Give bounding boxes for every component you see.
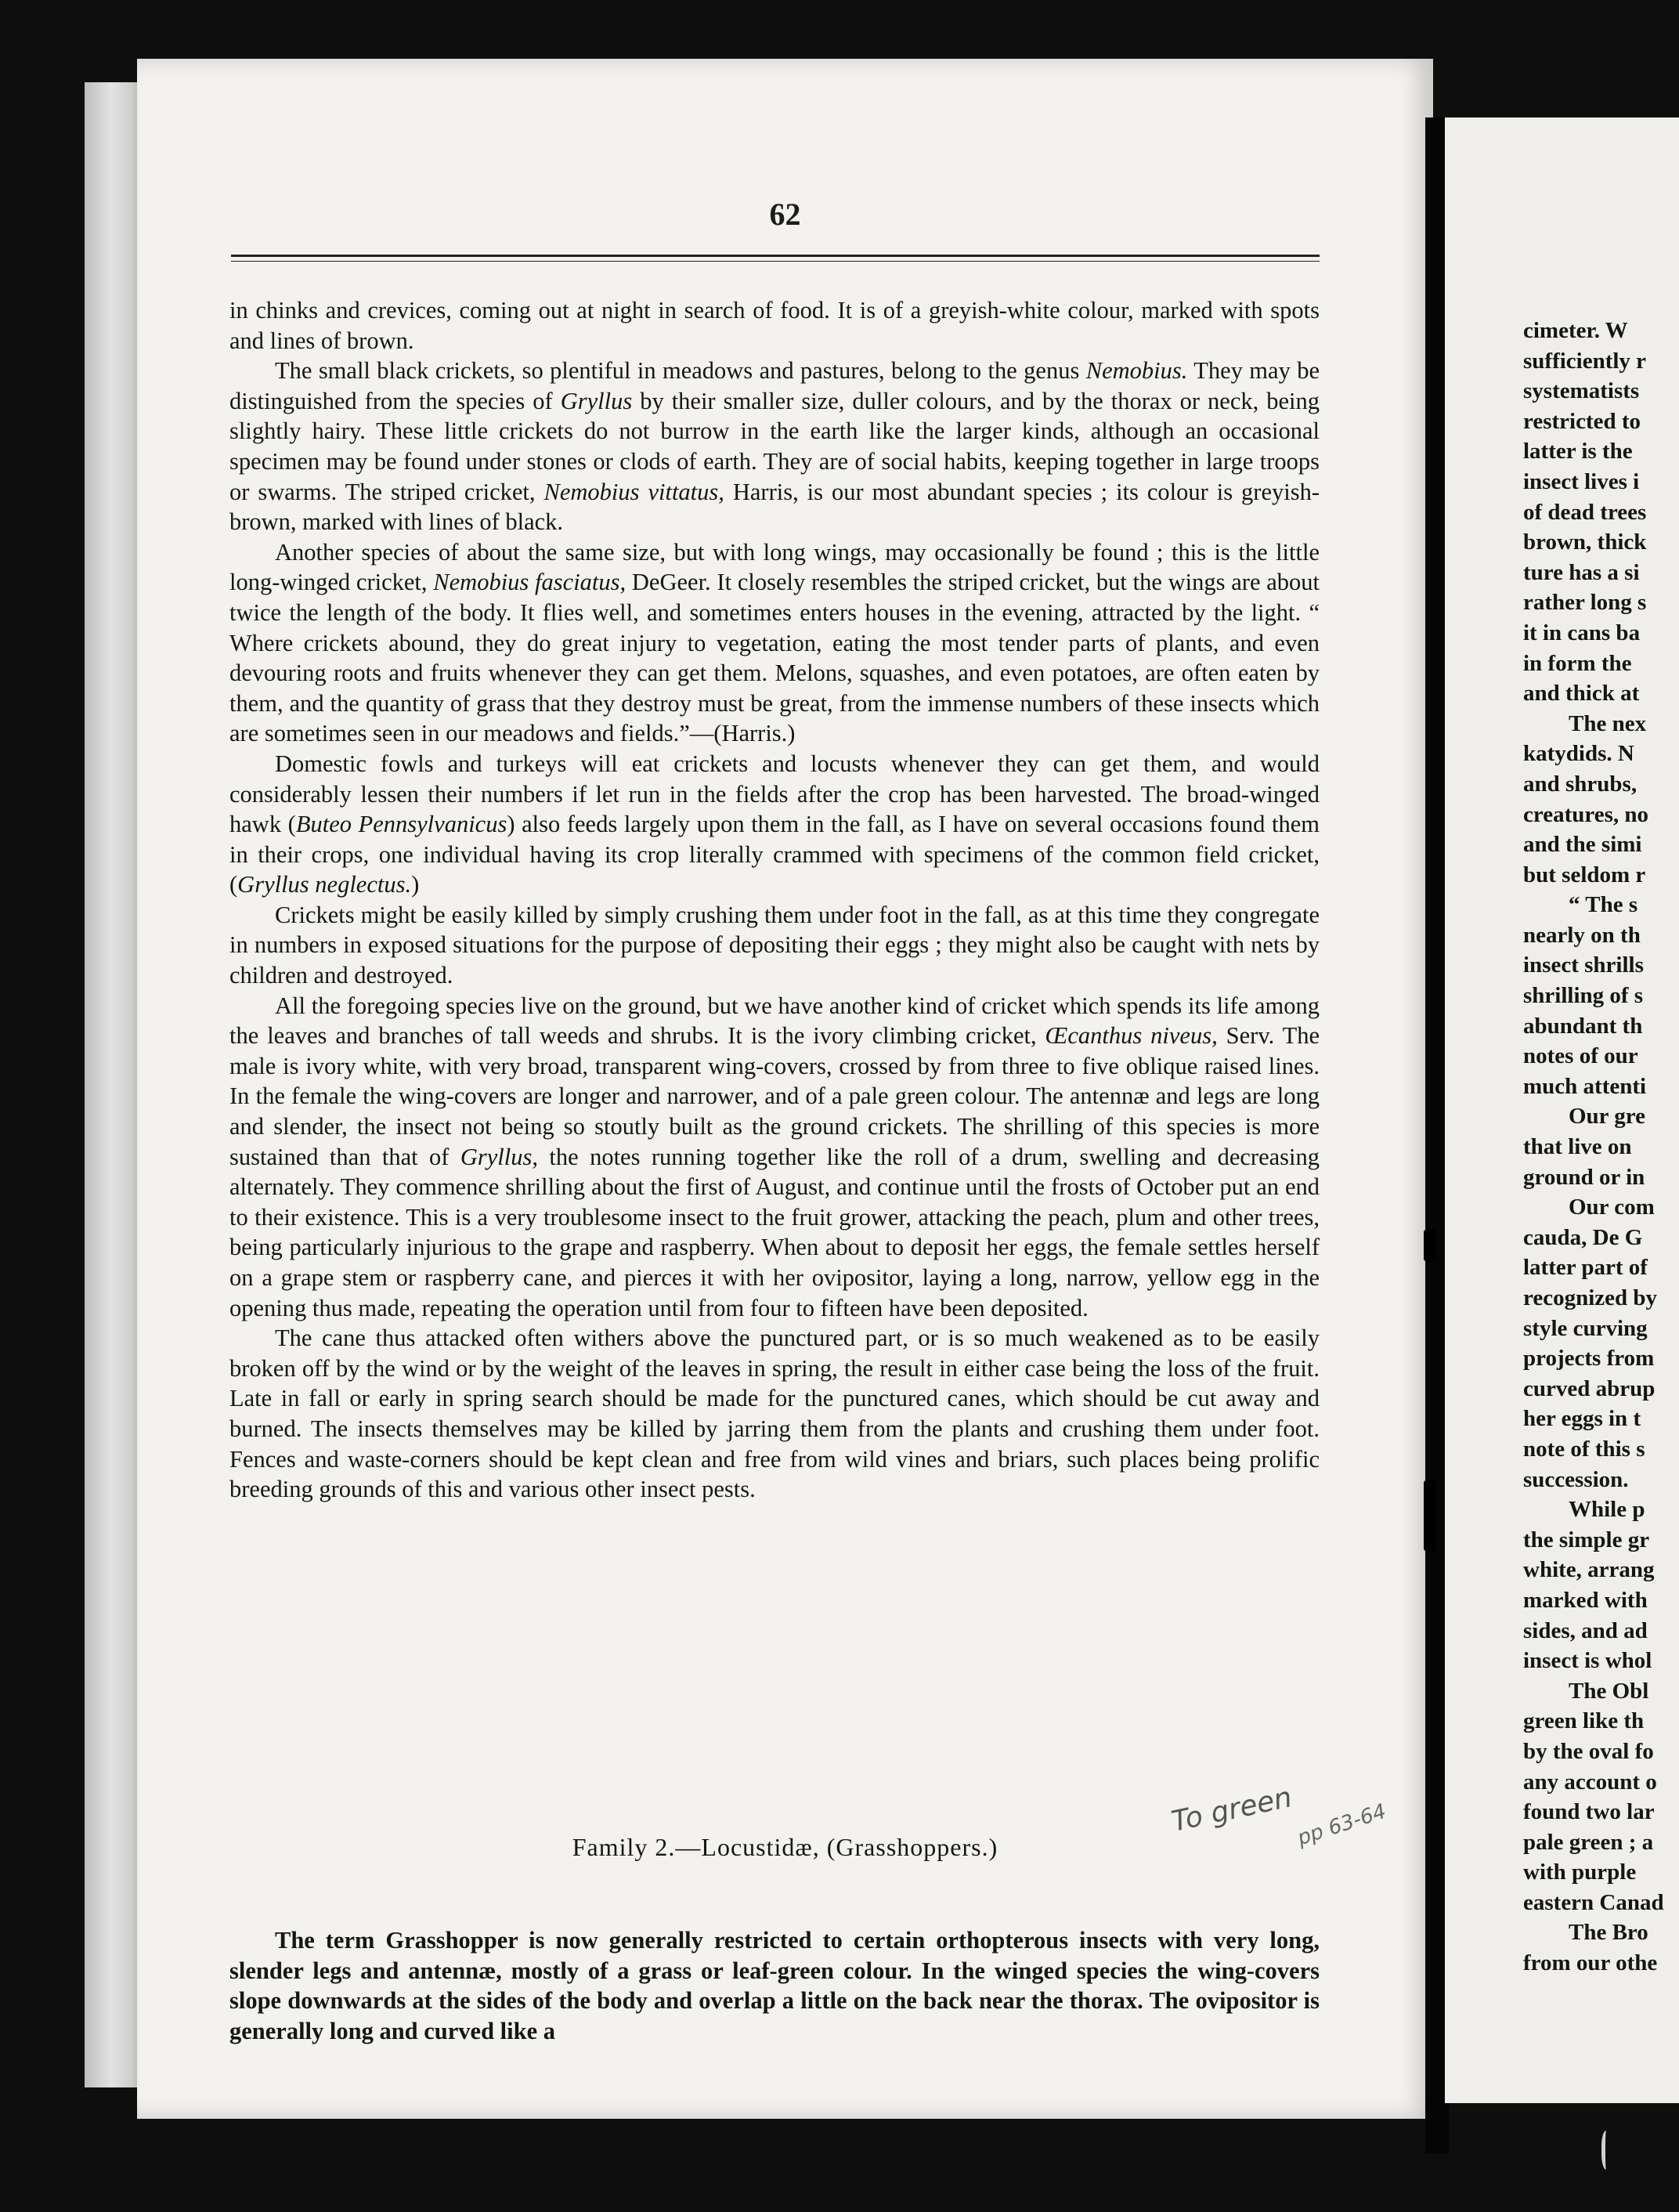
- header-rule-thin: [231, 261, 1320, 262]
- right-page-line: systematists: [1523, 378, 1640, 404]
- page-body-text: [229, 295, 1320, 1505]
- right-page-line: projects from: [1523, 1346, 1655, 1372]
- right-page-line: creatures, no: [1523, 801, 1649, 827]
- right-page-line: and the simi: [1523, 832, 1642, 858]
- hawk-species-name: Buteo Pennsylvanicus: [295, 811, 507, 838]
- spine-mark: [1424, 1230, 1436, 1261]
- right-page-line: pale green ; a: [1523, 1829, 1654, 1855]
- section-body-text: [229, 1925, 1320, 2046]
- right-page-line: notes of our: [1523, 1043, 1638, 1069]
- paragraph-6: All the foregoing species live on the ground, but we have another kind of cricket which spends its life among the leaves and branches of tall weeds and shrubs. It is the ivory climbing cricket, Œcanthus niveus, Serv. The male is ivory white, with very broad, transparent wing-covers, crossed by from three to five oblique raised lines. In the female the wing-covers are longer and narrower, and of a pale green colour. The antennæ and legs are long and slender, the insect not being so stoutly built as the ground crickets. The shrilling of this species is more sustained than that of Gryllus, the notes running together like the roll of a drum, swelling and decreasing alternately. They commence shrilling about the first of August, and continue until the frosts of October put an end to their existence. This is a very troublesome insect to the fruit grower, attacking the peach, plum and other trees, being particularly injurious to the grape and raspberry. When about to deposit her eggs, the female settles herself on a grape stem or raspberry cane, and pierces it with her ovipositor, laying a long, narrow, yellow egg in the opening thus made, repeating the operation until from four to fifteen have been deposited.: [229, 992, 1320, 1321]
- paragraph-7: The cane thus attacked often withers above the punctured part, or is so much weakened as to be easily broken off by the wind or by the weight of the leaves in spring, the result in either case being the loss of the fruit. Late in fall or early in spring search should be made for the punctured canes, which should be cut away and burned. The insects themselves may be killed by jarring them from the plants and crushing them under foot. Fences and waste-corners should be kept clean and free from wild vines and briars, such places being prolific breeding grounds of this and various other insect pests.: [229, 1325, 1320, 1503]
- handwritten-page-reference: pp 63-64: [1294, 1799, 1389, 1851]
- right-page-line: shrilling of s: [1523, 983, 1644, 1009]
- right-page-line: much attenti: [1523, 1073, 1647, 1099]
- right-page-line: Our com: [1569, 1195, 1655, 1220]
- page-number: 62: [769, 197, 801, 232]
- genus-gryllus: Gryllus,: [460, 1143, 538, 1170]
- paragraph-5: Crickets might be easily killed by simply crushing them under foot in the fall, as at this time they congregate in numbers in exposed situations for the purpose of depositing their eggs ; they might also be caught with nets by children and destroyed.: [229, 901, 1320, 989]
- right-page-line: white, arrang: [1523, 1557, 1655, 1583]
- right-page-line: found two lar: [1523, 1799, 1655, 1825]
- right-page-line: her eggs in t: [1523, 1406, 1641, 1432]
- paragraph-1: in chinks and crevices, coming out at night in search of food. It is of a greyish-white colour, marked with spots and lines of brown.: [229, 297, 1320, 354]
- right-page-line: latter is the: [1523, 439, 1633, 464]
- species-name: Nemobius vittatus,: [543, 478, 724, 505]
- right-page-line: ture has a si: [1523, 559, 1640, 585]
- right-page-line: note of this s: [1523, 1436, 1645, 1462]
- right-page-line: restricted to: [1523, 408, 1641, 434]
- scan-artifact: [1601, 2131, 1613, 2170]
- right-page-line: in form the: [1523, 650, 1632, 676]
- header-rule: [231, 255, 1320, 257]
- right-page-line: “ The s: [1569, 892, 1638, 918]
- right-page-line: While p: [1569, 1497, 1645, 1523]
- paragraph-4: Domestic fowls and turkeys will eat crickets and locusts whenever they can get them, and would considerably lessen their numbers if let run in the fields after the crop has been harvested. The broad-winged hawk (Buteo Pennsylvanicus) also feeds largely upon them in the fall, as I have on several occasions found them in their crops, one individual having its crop literally crammed with specimens of the common field cricket, (Gryllus neglectus.): [229, 750, 1320, 898]
- right-page-line: abundant th: [1523, 1013, 1643, 1039]
- right-page-line: insect lives i: [1523, 468, 1640, 494]
- right-page-line: any account o: [1523, 1769, 1657, 1795]
- right-page-line: but seldom r: [1523, 862, 1646, 887]
- right-page-line: insect is whol: [1523, 1648, 1652, 1674]
- right-page-line: The nex: [1569, 710, 1647, 736]
- left-page: [137, 59, 1433, 2119]
- right-page-line: style curving: [1523, 1315, 1648, 1341]
- right-page-line: Our gre: [1569, 1104, 1646, 1129]
- right-page-line: cimeter. W: [1523, 318, 1628, 343]
- right-page-line: that live on: [1523, 1134, 1632, 1160]
- right-page-line: rather long s: [1523, 590, 1647, 616]
- right-page-fragment: [1445, 117, 1679, 2103]
- right-page-line: succession.: [1523, 1466, 1629, 1492]
- right-page-line: sufficiently r: [1523, 348, 1647, 374]
- species-name: Œcanthus niveus,: [1045, 1022, 1218, 1050]
- right-page-text-column: [1523, 316, 1679, 1979]
- right-page-line: from our othe: [1523, 1950, 1658, 1976]
- right-page-line: marked with: [1523, 1587, 1648, 1613]
- paragraph-2: The small black crickets, so plentiful in meadows and pastures, belong to the genus Nemobius. They may be distinguished from the species of Gryllus by their smaller size, duller colours, and by the thorax or neck, being slightly hairy. These little crickets do not burrow in the earth like the larger kinds, although an occasional specimen may be found under stones or clods of earth. They are of social habits, keeping together in large troops or swarms. The striped cricket, Nemobius vittatus, Harris, is our most abundant species ; its colour is greyish-brown, marked with lines of black.: [229, 357, 1320, 536]
- right-page-line: curved abrup: [1523, 1375, 1656, 1401]
- right-page-line: sides, and ad: [1523, 1617, 1648, 1643]
- right-page-line: eastern Canad: [1523, 1889, 1664, 1915]
- section-heading: Family 2.—Locustidæ, (Grasshoppers.): [572, 1833, 998, 1861]
- right-page-line: insect shrills: [1523, 952, 1644, 978]
- right-page-line: cauda, De G: [1523, 1224, 1643, 1250]
- species-name: Nemobius fasciatus,: [433, 569, 626, 596]
- right-page-line: it in cans ba: [1523, 620, 1641, 645]
- right-page-line: green like th: [1523, 1708, 1645, 1734]
- right-page-line: recognized by: [1523, 1285, 1658, 1310]
- right-page-line: the simple gr: [1523, 1527, 1650, 1552]
- genus-gryllus: Gryllus: [560, 387, 633, 414]
- paragraph-3: Another species of about the same size, but with long wings, may occasionally be found ; this is the little long-winged cricket, Nemobius fasciatus, DeGeer. It closely resembles the striped cricket, but the wings are about twice the length of the body. It flies well, and sometimes enters houses in the evening, attracted by the light. “ Where crickets abound, they do great injury to vegetation, eating the most tender parts of plants, and even devouring roots and fruits whenever they can get them. Melons, squashes, and even potatoes, are often eaten by them, and the quantity of grass that they destroy must be great, from the immense numbers of these insects which are sometimes seen in our meadows and fields.”—(Harris.): [229, 538, 1320, 747]
- right-page-line: with purple: [1523, 1860, 1637, 1885]
- right-page-line: of dead trees: [1523, 499, 1647, 525]
- right-page-line: ground or in: [1523, 1164, 1645, 1190]
- right-page-line: brown, thick: [1523, 530, 1647, 555]
- genus-name: Nemobius.: [1085, 357, 1188, 385]
- right-page-line: katydids. N: [1523, 741, 1634, 767]
- right-page-line: nearly on th: [1523, 922, 1641, 948]
- right-page-line: The Obl: [1569, 1678, 1649, 1704]
- right-page-line: latter part of: [1523, 1255, 1648, 1281]
- species-name: Gryllus neglectus.: [237, 871, 412, 898]
- spine-mark: [1424, 1480, 1436, 1551]
- section-paragraph: The term Grasshopper is now generally restricted to certain orthopterous insects with very long, slender legs and antennæ, mostly of a grass or leaf-green colour. In the winged species the wing-covers slope downwards at the sides of the body and overlap a little on the back near the thorax. The ovipositor is generally long and curved like a: [229, 1927, 1320, 2044]
- right-page-line: and thick at: [1523, 681, 1640, 707]
- right-page-line: The Bro: [1569, 1920, 1648, 1946]
- right-page-line: by the oval fo: [1523, 1738, 1654, 1764]
- handwritten-annotation: To green: [1168, 1781, 1295, 1838]
- right-page-line: and shrubs,: [1523, 771, 1637, 797]
